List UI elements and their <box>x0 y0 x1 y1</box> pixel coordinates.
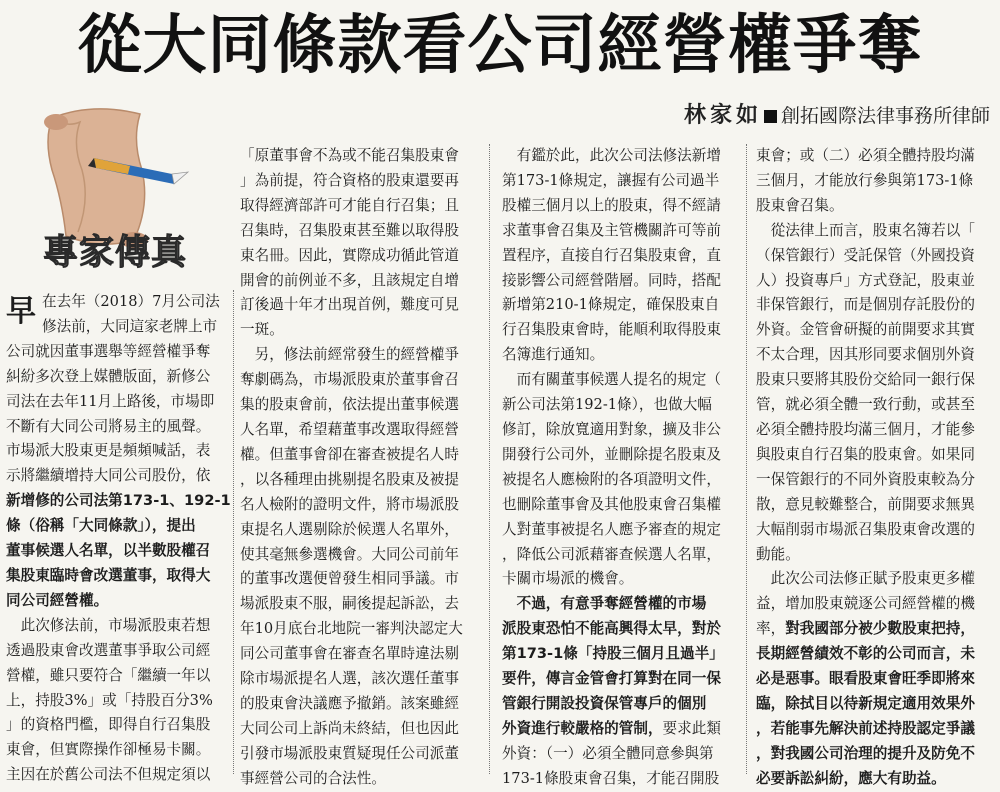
text-line-bold: 集股東臨時會改選董事，取得大 <box>6 566 211 584</box>
text-line: 與股東自行召集的股東會。如果同 <box>756 445 975 463</box>
text-line: 年10月底台北地院一審判決認定大 <box>240 620 463 638</box>
text-line-bold: ，若能事先解決前述持股認定爭議 <box>756 719 975 737</box>
text-line: 修訂，除放寬適用對象，擴及非公 <box>502 420 721 438</box>
text-line: 不斷有大同公司將易主的風聲。 <box>6 417 211 435</box>
text-line: 而有關董事候選人提名的規定（ <box>502 371 721 389</box>
text-line: 使其毫無參選機會。大同公司前年 <box>240 545 459 563</box>
text-line-bold: 必是惡事。眼看股東會旺季即將來 <box>756 670 975 688</box>
text-line: 管，就必須全體一致行動，或甚至 <box>756 396 975 414</box>
text-line: 置程序，直接自行召集股東會，直 <box>502 246 721 264</box>
text-line: 名簿進行通知。 <box>502 346 605 364</box>
text-line-bold: 條（俗稱「大同條款」），提出 <box>6 517 196 535</box>
text-line: 取得經濟部許可才能自行召集；且 <box>240 196 459 214</box>
text-line: 也刪除董事會及其他股東會召集權 <box>502 495 721 513</box>
article-column-4 <box>756 144 994 787</box>
text-line: 的董事改選便曾發生相同爭議。市 <box>240 570 459 588</box>
text-line: 除市場派提名人選，該次選任董事 <box>240 670 459 688</box>
text-line: 此次公司法修正賦予股東更多權 <box>756 570 975 588</box>
text-line: 人名單，希望藉董事改選取得經營 <box>240 420 459 438</box>
text-line: ，降低公司派藉審查候選人名單， <box>502 545 721 563</box>
text-line: 173-1條股東會召集，才能召開股 <box>502 769 720 787</box>
text-line: 事經營公司的合法性。 <box>240 769 386 787</box>
text-line: 東名冊。因此，實際成功循此管道 <box>240 246 459 264</box>
text-line: 司法在去年11月上路後，市場即 <box>6 392 215 410</box>
text-line-bold: 不過，有意爭奪經營權的市場 <box>502 595 707 613</box>
text-line: 此次修法前，市場派股東若想 <box>6 616 211 634</box>
text-line-bold: 新增修的公司法第173-1、192-1 <box>6 492 231 510</box>
text-line-mixed <box>502 717 738 742</box>
text-line-bold: 要件，傳言金管會打算對在同一保 <box>502 670 721 688</box>
text-line-bold: 臨，除拭目以待新規定適用效果外 <box>756 694 975 712</box>
text-line: 修法前，大同這家老牌上市 <box>42 317 218 335</box>
text-line: 名人檢附的證明文件，將市場派股 <box>240 495 459 513</box>
text-line: 透過股東會改選董事爭取公司經 <box>6 641 211 659</box>
text-line: 引發市場派股東質疑現任公司派董 <box>240 744 459 762</box>
byline-affiliation: 創拓國際法律事務所律師 <box>780 105 990 127</box>
text-line: 被提名人應檢附的各項證明文件， <box>502 470 721 488</box>
text-line: 行召集股東會時，能順利取得股東 <box>502 321 721 339</box>
text-line-bold: 必要訴訟糾紛，應大有助益。 <box>756 769 946 787</box>
text-line-bold: 派股東恐怕不能高興得太早，對於 <box>502 620 721 638</box>
text-line: 開會的前例並不多，且該規定自增 <box>240 271 459 289</box>
text-line: 第173-1條規定，讓握有公司過半 <box>502 171 720 189</box>
article-column-2 <box>240 144 476 787</box>
text-line: 動能。 <box>756 545 800 563</box>
text-line-bold: ，對我國公司治理的提升及防免不 <box>756 744 975 762</box>
text-line: 場派股東不服，嗣後提起訴訟，去 <box>240 595 459 613</box>
text-line: 「原董事會不為或不能召集股東會 <box>240 147 459 164</box>
text-line: ，以各種理由挑剔提名股東及被提 <box>240 470 459 488</box>
text-line: 」的資格門檻，即得自行召集股 <box>6 716 211 734</box>
text-line: 新公司法第192-1條），也做大幅 <box>502 396 712 414</box>
text-line: 股東會召集。 <box>756 196 844 214</box>
text-line: 市場派大股東更是頻頻喊話，表 <box>6 442 211 460</box>
logo-label: 專家傳真 <box>42 233 187 273</box>
text-line: 人對董事被提名人應予審查的規定 <box>502 520 721 538</box>
square-bullet-icon <box>764 110 777 123</box>
text-line: 益，增加股東競逐公司經營權的機 <box>756 595 975 613</box>
column-divider <box>233 290 234 774</box>
text-line: 東會；或（二）必須全體持股均滿 <box>756 147 975 164</box>
text-line-bold: 長期經營績效不彰的公司而言，未 <box>756 645 975 663</box>
text-line: 外資。金管會研擬的前開要求其實 <box>756 321 975 339</box>
drop-cap: 早 <box>6 294 36 329</box>
text-line: 外資：（一）必須全體同意參與第 <box>502 744 714 762</box>
text-line: 散，意見較難整合，前開要求無異 <box>756 495 975 513</box>
text-line: 公司就因董事選舉等經營權爭奪 <box>6 342 211 360</box>
bold-run: 外資進行較嚴格的管制， <box>502 719 663 737</box>
text-line: 上，持股3%」或「持股百分3% <box>6 691 213 709</box>
headline: 從大同條款看公司經營權爭奪 <box>77 9 923 83</box>
text-line: 主因在於舊公司法不但規定須以 <box>6 766 211 784</box>
text-line: 一斑。 <box>240 321 284 339</box>
text-line: 有鑑於此，此次公司法修法新增 <box>502 147 721 164</box>
text-line-bold: 同公司經營權。 <box>6 591 109 609</box>
text-line: 大幅削弱市場派召集股東會改選的 <box>756 520 975 538</box>
text-line: 同公司董事會在審查名單時違法剔 <box>240 645 459 663</box>
text-line: 卡關市場派的機會。 <box>502 570 634 588</box>
text-line: 從法律上而言，股東名簿若以「 <box>756 221 975 239</box>
text-line: 求董事會召集及主管機關許可等前 <box>502 221 721 239</box>
text-line: 大同公司上訴尚未終結，但也因此 <box>240 719 459 737</box>
text-line: 營權，雖只要符合「繼續一年以 <box>6 666 211 684</box>
text-line-bold: 第173-1條「持股三個月且過半」 <box>502 645 724 663</box>
text-run: 率， <box>756 620 786 638</box>
text-line-bold: 管銀行開設投資保管專戶的個別 <box>502 694 707 712</box>
text-line: 權。但董事會卻在審查被提名人時 <box>240 445 459 463</box>
article-column-3 <box>502 144 738 787</box>
text-line: （保管銀行）受託保管（外國投資 <box>756 246 975 264</box>
bold-run: 對我國部分被少數股東把持， <box>785 620 975 638</box>
text-line: 新增第210-1條規定，確保股東自 <box>502 296 720 314</box>
text-line: 訂後過十年才出現首例，難度可見 <box>240 296 459 314</box>
text-line: 奪劇碼為，市場派股東於董事會召 <box>240 371 459 389</box>
text-line: 人）投資專戶」方式登記，股東並 <box>756 271 975 289</box>
text-line: 東會，但實際操作卻極易卡關。 <box>6 741 211 759</box>
expert-column-logo <box>22 100 197 280</box>
text-line: 接影響公司經營階層。同時，搭配 <box>502 271 721 289</box>
text-line: 另，修法前經常發生的經營權爭 <box>240 346 459 364</box>
text-line: 召集時，召集股東甚至難以取得股 <box>240 221 459 239</box>
text-run: 要求此類 <box>662 719 721 737</box>
byline-author: 林家如 <box>683 102 762 128</box>
text-line: 集的股東會前，依法提出董事候選 <box>240 396 459 414</box>
text-line: 的股東會決議應予撤銷。該案雖經 <box>240 694 459 712</box>
text-line: 非保管銀行，而是個別存託股份的 <box>756 296 975 314</box>
text-line: 在去年（2018）7月公司法 <box>42 293 220 310</box>
text-line: 開發行公司外，並刪除提名股東及 <box>502 445 721 463</box>
text-line: 糾紛多次登上媒體版面，新修公 <box>6 367 211 385</box>
text-line: 東提名人選剔除於候選人名單外， <box>240 520 459 538</box>
text-line: 」為前提，符合資格的股東還要再 <box>240 171 459 189</box>
column-divider <box>489 144 490 774</box>
text-line: 股權三個月以上的股東，得不經請 <box>502 196 721 214</box>
text-line-mixed <box>756 617 994 642</box>
text-line: 必須全體持股均滿三個月，才能參 <box>756 420 975 438</box>
article-column-1 <box>6 290 231 784</box>
text-line: 一保管銀行的不同外資股東較為分 <box>756 470 975 488</box>
text-line: 股東只要將其股份交給同一銀行保 <box>756 371 975 389</box>
byline <box>600 100 990 130</box>
text-line: 三個月，才能放行參與第173-1條 <box>756 171 974 189</box>
text-line: 示將繼續增持大同公司股份，依 <box>6 467 211 485</box>
column-divider <box>746 144 747 774</box>
text-line: 不太合理，因其形同要求個別外資 <box>756 346 975 364</box>
text-line-bold: 董事候選人名單，以半數股權召 <box>6 542 211 560</box>
